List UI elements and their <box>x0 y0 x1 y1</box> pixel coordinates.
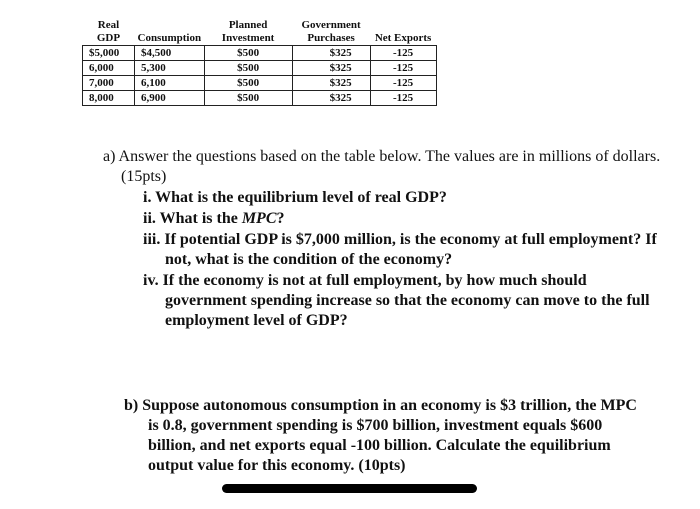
economy-data-table <box>82 13 437 106</box>
table-cell: $4,500 <box>135 46 205 61</box>
question-b-text: b) Suppose autonomous consumption in an economy is $3 trillion, the MPC is 0.8, government spending is $700 billion, investment equals $600 billion, and net exports equal -100 billion. Calculate the equilibrium output value for this economy. ( <box>124 397 637 474</box>
header-investment-line1: Planned <box>228 19 268 31</box>
question-a-item-iv-text: iv. If the economy is not at full employment, by how much should government spending increase so that the economy can move to the full employment level of GDP? <box>143 272 650 329</box>
question-a-item-ii <box>143 209 663 229</box>
table-row <box>83 46 437 61</box>
header-real-gdp: Real GDP <box>83 13 135 46</box>
question-a-sublist <box>103 188 663 331</box>
header-government-line2: Purchases <box>307 32 355 44</box>
question-b-intro <box>124 396 644 476</box>
question-a-item-iii-text: iii. If potential GDP is $7,000 million, is the economy at full employment? If not, what is the condition of the economy? <box>143 231 657 268</box>
table-header-row <box>83 13 437 46</box>
redaction-mark <box>222 484 477 493</box>
question-a-item-ii-text: ii. What is the <box>143 210 242 227</box>
question-a-item-iii <box>143 230 663 270</box>
table-cell: $500 <box>204 46 292 61</box>
table-cell: -125 <box>370 76 436 91</box>
table-cell: $500 <box>204 61 292 76</box>
question-b-obscured-points: 10pts) <box>363 457 406 474</box>
table-cell: $500 <box>204 91 292 106</box>
table-cell: -125 <box>370 91 436 106</box>
table-cell: 6,100 <box>135 76 205 91</box>
question-a-item-i <box>143 188 663 208</box>
table-cell: -125 <box>370 46 436 61</box>
question-a-intro: a) Answer the questions based on the table below. The values are in millions of dollars. (15pts) <box>103 148 661 185</box>
header-net-exports: Net Exports <box>370 13 436 46</box>
table-cell: 6,000 <box>83 61 135 76</box>
table-cell: 5,300 <box>135 61 205 76</box>
header-planned-investment <box>204 13 292 46</box>
question-a <box>103 147 663 332</box>
question-a-item-iv <box>143 271 663 331</box>
table-cell: $325 <box>292 46 370 61</box>
header-investment-line2: Investment <box>221 32 275 44</box>
table-cell: $5,000 <box>83 46 135 61</box>
table-row <box>83 76 437 91</box>
question-a-item-i-text: i. What is the equilibrium level of real GDP? <box>143 189 447 206</box>
question-a-item-ii-suffix: ? <box>276 210 285 227</box>
table-cell: $325 <box>292 91 370 106</box>
table-body <box>83 46 437 106</box>
table-cell: $325 <box>292 76 370 91</box>
question-b <box>124 396 644 476</box>
table-cell: 8,000 <box>83 91 135 106</box>
header-consumption: Consumption <box>135 13 205 46</box>
header-government-line1: Government <box>301 19 361 31</box>
table-row <box>83 61 437 76</box>
table-cell: 6,900 <box>135 91 205 106</box>
table-cell: $325 <box>292 61 370 76</box>
question-a-item-ii-italic: MPC <box>241 210 277 227</box>
header-government-purchases <box>292 13 370 46</box>
table-cell: $500 <box>204 76 292 91</box>
table-cell: 7,000 <box>83 76 135 91</box>
table-cell: -125 <box>370 61 436 76</box>
table-row <box>83 91 437 106</box>
